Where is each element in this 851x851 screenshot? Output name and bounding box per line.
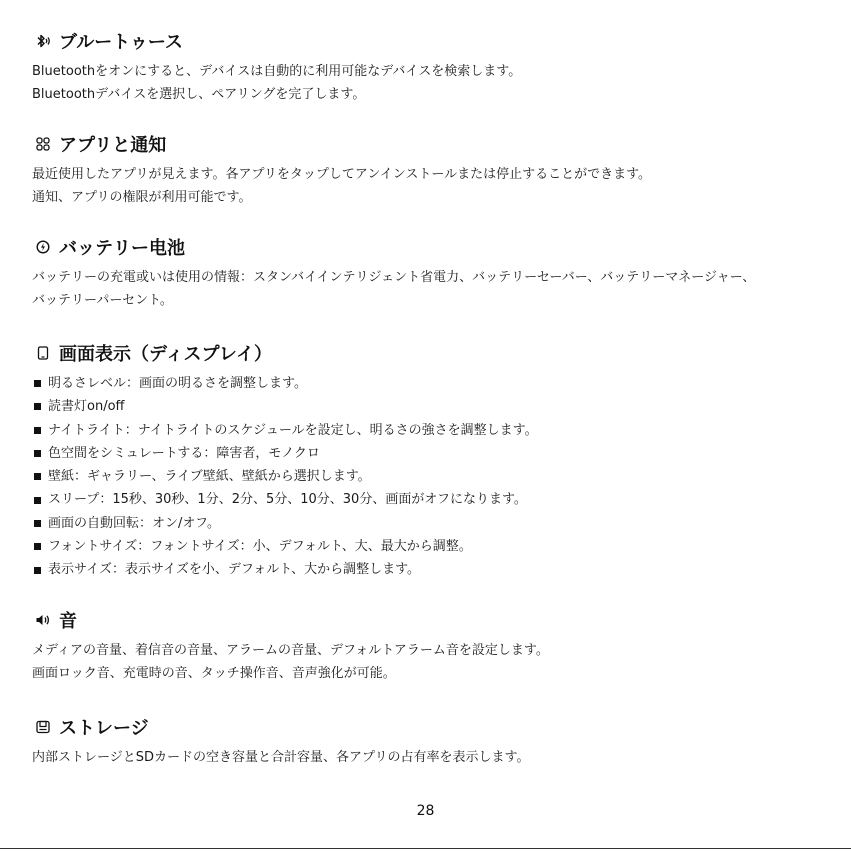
page-number: 28 — [416, 803, 435, 819]
section-title: ブルートゥース — [59, 32, 183, 53]
list-item: 画面の自動回転：オン/オフ。 — [32, 512, 822, 535]
list-item: ナイトライト：ナイトライトのスケジュールを設定し、明るさの強さを調整します。 — [32, 419, 822, 442]
storage-icon — [35, 719, 51, 735]
paragraph-line: バッテリーパーセント。 — [32, 293, 173, 308]
battery-icon — [35, 239, 51, 255]
paragraph-line: 通知、アプリの権限が利用可能です。 — [32, 190, 252, 205]
section-sound — [32, 607, 822, 685]
bottom-rule — [0, 848, 851, 849]
bullet-square-icon — [34, 403, 41, 410]
display-phone-icon — [35, 345, 51, 361]
speaker-icon — [35, 612, 51, 628]
bullet-square-icon — [34, 520, 41, 527]
bullet-square-icon — [34, 543, 41, 550]
list-item: 色空間をシミュレートする：障害者，モノクロ — [32, 442, 822, 465]
bullet-square-icon — [34, 497, 41, 504]
display-settings-list — [32, 372, 822, 582]
paragraph-line: バッテリーの充電或いは使用の情報：スタンバイインテリジェント省電力、バッテリーセーバー、バッテリーマネージャー、 — [32, 270, 756, 285]
section-title: ストレージ — [59, 718, 149, 739]
list-item: 明るさレベル：画面の明るさを調整します。 — [32, 372, 822, 395]
section-heading — [32, 28, 822, 54]
section-apps — [32, 131, 822, 209]
section-heading — [32, 714, 822, 740]
section-title: バッテリー电池 — [59, 238, 185, 259]
section-heading — [32, 607, 822, 633]
section-title: 画面表示（ディスプレイ） — [59, 344, 272, 365]
bullet-square-icon — [34, 567, 41, 574]
section-title: アプリと通知 — [59, 135, 167, 156]
section-title: 音 — [59, 611, 77, 632]
bullet-square-icon — [34, 427, 41, 434]
list-item: 表示サイズ：表示サイズを小、デフォルト、大から調整します。 — [32, 558, 822, 581]
paragraph-line: 画面ロック音、充電時の音、タッチ操作音、音声強化が可能。 — [32, 666, 396, 681]
list-item: 壁紙：ギャラリー、ライブ壁紙、壁紙から選択します。 — [32, 465, 822, 488]
bullet-square-icon — [34, 380, 41, 387]
section-storage — [32, 714, 822, 769]
list-item: フォントサイズ：フォントサイズ：小、デフォルト、大、最大から調整。 — [32, 535, 822, 558]
bullet-square-icon — [34, 450, 41, 457]
paragraph-line: 内部ストレージとSDカードの空き容量と合計容量、各アプリの占有率を表示します。 — [32, 750, 530, 765]
paragraph-line: Bluetoothデバイスを選択し、ペアリングを完了します。 — [32, 87, 366, 102]
list-item: スリープ：15秒、30秒、1分、2分、5分、10分、30分、画面がオフになります。 — [32, 488, 822, 511]
bluetooth-icon — [35, 33, 51, 49]
section-heading — [32, 340, 822, 366]
section-display — [32, 340, 822, 582]
section-heading — [32, 234, 822, 260]
bullet-square-icon — [34, 473, 41, 480]
list-item: 読書灯on/off — [32, 395, 822, 418]
paragraph-line: Bluetoothをオンにすると、デバイスは自動的に利用可能なデバイスを検索します。 — [32, 64, 522, 79]
section-battery — [32, 234, 822, 312]
paragraph-line: 最近使用したアプリが見えます。各アプリをタップしてアンインストールまたは停止することができます。 — [32, 167, 652, 182]
apps-grid-icon — [35, 136, 51, 152]
section-bluetooth — [32, 28, 822, 106]
section-heading — [32, 131, 822, 157]
paragraph-line: メディアの音量、着信音の音量、アラームの音量、デフォルトアラーム音を設定します。 — [32, 643, 549, 658]
